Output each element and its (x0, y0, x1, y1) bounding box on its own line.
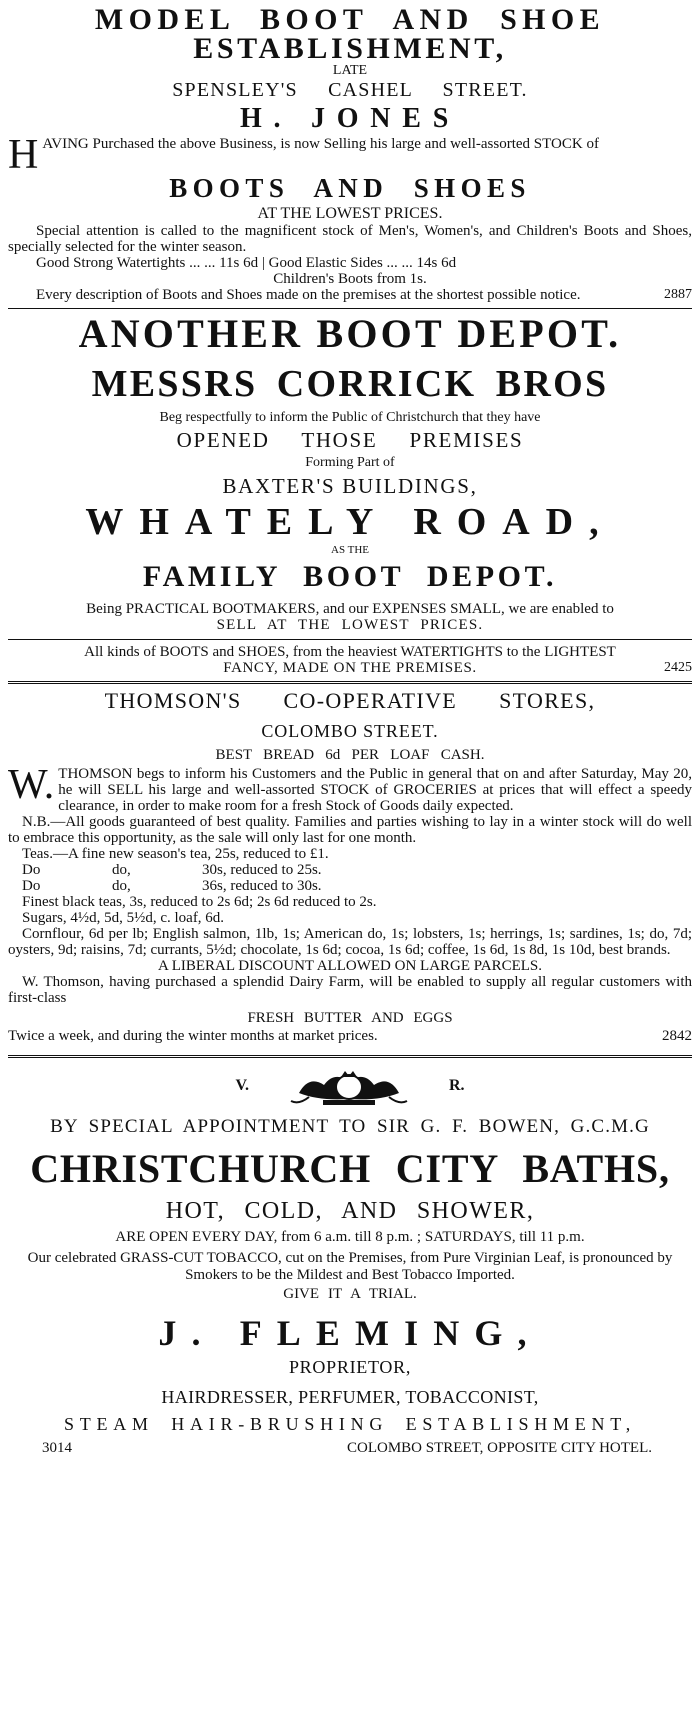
ad3-number: 2842 (662, 1028, 692, 1044)
ad2-being: Being PRACTICAL BOOTMAKERS, and our EXPENSES SMALL, we are enabled to (86, 601, 614, 617)
ad1-price-list: Good Strong Watertights ... ... 11s 6d | Good Elastic Sides ... ... 14s 6d (36, 255, 457, 271)
ad4-tobacco: Our celebrated GRASS-CUT TOBACCO, cut on the Premises, from Pure Virginian Leaf, is pronounced by Smokers to be the Mildest and Best Tobacco Imported. (27, 1250, 673, 1283)
ad1-goods: BOOTS AND SHOES (169, 173, 531, 203)
royal-crest-icon (279, 1061, 419, 1111)
ad2-heading: ANOTHER BOOT DEPOT. (78, 311, 622, 356)
ad-another-boot-depot (8, 309, 692, 675)
ad4-open: ARE OPEN EVERY DAY, from 6 a.m. till 8 p.m. ; SATURDAYS, till 11 p.m. (115, 1229, 585, 1245)
ad3-tea-2-a: Do (22, 862, 41, 878)
ad3-cornflour: Cornflour, 6d per lb; English salmon, 1lb, 1s; American do, 1s; lobsters, 1s; herrings, 1s; sardines, 1s; do, 7d; oysters, 9d; raisins, 7d; currants, 5½d; chocolate, 1s 6d; cocoa, 1s 6d; coffee, 1s 6d, 1s 8d, 1s 10d, best brands. (8, 926, 692, 958)
ad3-tea-1: Teas.—A fine new season's tea, 25s, reduced to £1. (22, 846, 329, 862)
ad2-sell: SELL AT THE LOWEST PRICES. (216, 617, 484, 633)
ad-city-baths (8, 1058, 692, 1457)
ad4-hot: HOT, COLD, AND SHOWER, (165, 1198, 535, 1224)
ad4-trades: HAIRDRESSER, PERFUMER, TOBACCONIST, (161, 1387, 539, 1407)
ad1-special: Special attention is called to the magnificent stock of Men's, Women's, and Children's Boots and Shoes, specially selected for the winter season. (8, 223, 692, 255)
ad3-twice-row (8, 1028, 692, 1045)
ad1-subheading: SPENSLEY'S CASHEL STREET. (172, 79, 528, 101)
ad1-every: Every description of Boots and Shoes made on the premises at the shortest possible notice. (36, 287, 581, 303)
ad2-firm: MESSRS CORRICK BROS (91, 363, 609, 405)
ad-model-boot-shoe (8, 3, 692, 303)
ad3-sugars: Sugars, 4½d, 5d, 5½d, c. loaf, 6d. (22, 910, 225, 926)
ad-thomsons-stores (8, 684, 692, 1045)
ad4-royal-crest-row (8, 1058, 692, 1114)
ad3-nb: N.B.—All goods guaranteed of best quality. Families and parties wishing to lay in a winter stock will do well to embrace this opportunity, as the sale will only last for one month. (8, 814, 692, 846)
ad3-tea-3-a: Do (22, 878, 41, 894)
ad3-tea-3 (8, 878, 692, 894)
ad4-trial: GIVE IT A TRIAL. (283, 1286, 417, 1302)
ad1-intro (8, 132, 692, 178)
ad4-proprietor: PROPRIETOR, (288, 1357, 412, 1377)
ad1-number: 2887 (664, 287, 692, 302)
ad4-name: J. FLEMING, (158, 1313, 542, 1353)
ad3-intro (8, 762, 692, 814)
ad4-footer-row (8, 1440, 692, 1457)
ad4-r: R. (448, 1077, 465, 1094)
ad1-dropcap: H (8, 132, 39, 178)
ad2-inner-rule (8, 639, 692, 640)
ad3-dairy: W. Thomson, having purchased a splendid Dairy Farm, will be enabled to supply all regular customers with first-class (8, 974, 692, 1006)
ad3-bread: BEST BREAD 6d PER LOAF CASH. (215, 747, 485, 763)
ad3-tea-2 (8, 862, 692, 878)
ad2-opened: OPENED THOSE PREMISES (176, 428, 524, 452)
ad3-heading: THOMSON'S CO-OPERATIVE STORES, (104, 688, 596, 713)
ad2-road: WHATELY ROAD, (85, 501, 615, 543)
ad3-intro-text: THOMSON begs to inform his Customers and the Public in general that on and after Saturday, May 20, he will SELL his large and well-assorted STOCK of GROCERIES at prices that will effect a speedy clearance, in order to make room for a fresh Stock of Goods daily expected. (58, 766, 692, 814)
ad3-black: Finest black teas, 3s, reduced to 2s 6d; 2s 6d reduced to 2s. (22, 894, 377, 910)
ad1-children: Children's Boots from 1s. (273, 271, 427, 287)
ad4-baths: CHRISTCHURCH CITY BATHS, (30, 1146, 670, 1191)
ad3-dropcap: W. (8, 762, 55, 808)
ad3-tea-3-b: do, (112, 878, 131, 894)
ad1-heading1: MODEL BOOT AND SHOE (94, 3, 606, 36)
ad2-number: 2425 (664, 660, 692, 675)
ad3-tea-3-c: 36s, reduced to 30s. (202, 878, 322, 894)
ad3-tea-2-c: 30s, reduced to 25s. (202, 862, 322, 878)
ad1-prices: AT THE LOWEST PRICES. (257, 205, 443, 222)
ad3-twice: Twice a week, and during the winter months at market prices. (8, 1028, 378, 1044)
ad1-heading2: ESTABLISHMENT, (193, 32, 507, 65)
ad3-butter: FRESH BUTTER AND EGGS (247, 1010, 453, 1026)
ad4-steam: STEAM HAIR-BRUSHING ESTABLISHMENT, (64, 1414, 636, 1434)
ad2-as-the: AS THE (331, 544, 369, 556)
ad2-buildings: BAXTER'S BUILDINGS, (222, 474, 478, 498)
ad1-late: LATE (332, 63, 368, 78)
ad4-v: V. (235, 1077, 249, 1094)
ad4-address: COLOMBO STREET, OPPOSITE CITY HOTEL. (347, 1440, 652, 1456)
ad1-proprietor: H. JONES (239, 103, 461, 134)
ad2-depot: FAMILY BOOT DEPOT. (142, 560, 558, 593)
ad2-forming: Forming Part of (305, 455, 395, 470)
ad2-fancy: FANCY, MADE ON THE PREMISES. (223, 660, 477, 676)
ad3-discount: A LIBERAL DISCOUNT ALLOWED ON LARGE PARCELS. (157, 958, 543, 974)
ad4-appointment: BY SPECIAL APPOINTMENT TO SIR G. F. BOWEN, G.C.M.G (50, 1116, 650, 1137)
ad2-beg: Beg respectfully to inform the Public of Christchurch that they have (159, 410, 541, 425)
ad3-street: COLOMBO STREET. (261, 721, 439, 741)
ad3-tea-2-b: do, (112, 862, 131, 878)
ad4-number: 3014 (42, 1440, 72, 1456)
ad2-kinds: All kinds of BOOTS and SHOES, from the heaviest WATERTIGHTS to the LIGHTEST (84, 644, 616, 660)
ad1-intro-text: AVING Purchased the above Business, is now Selling his large and well-assorted STOCK of (42, 136, 599, 152)
